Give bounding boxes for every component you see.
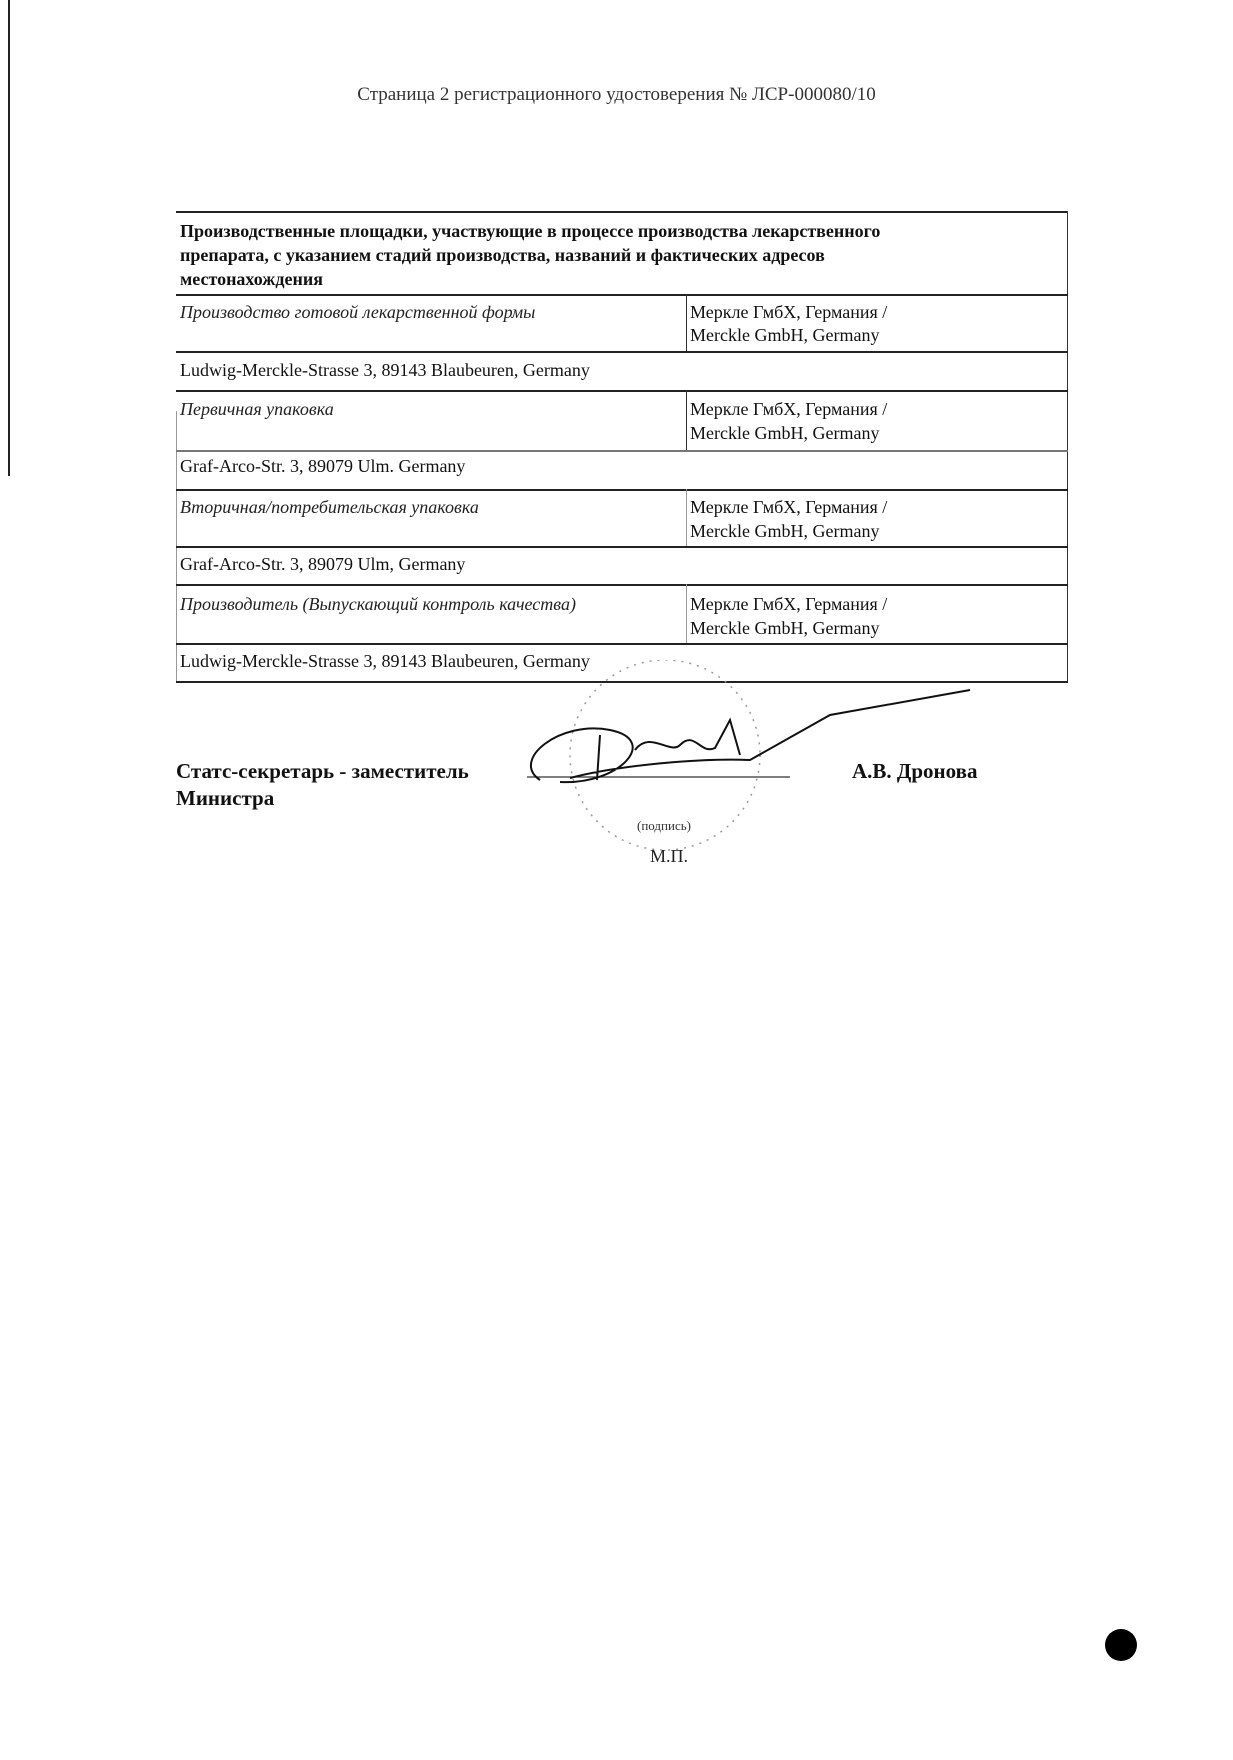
company-cell: Меркле ГмбХ, Германия / — [690, 302, 888, 322]
position-line: Министра — [176, 786, 275, 810]
address-cell: Ludwig-Merckle-Strasse 3, 89143 Blaubeuren, Germany — [180, 360, 590, 380]
signatory-position — [176, 758, 469, 812]
production-sites-table — [176, 211, 1068, 682]
company-cell: Merckle GmbH, Germany — [690, 521, 880, 541]
divider — [686, 489, 687, 546]
divider — [176, 211, 1068, 213]
stage-cell: Производство готовой лекарственной формы — [180, 302, 536, 322]
handwritten-signature — [531, 690, 970, 782]
scan-punch-hole — [1105, 1629, 1137, 1661]
position-line: Статс-секретарь - заместитель — [176, 759, 469, 783]
divider — [686, 294, 687, 351]
divider — [176, 351, 1068, 353]
stage-cell: Вторичная/потребительская упаковка — [180, 497, 479, 517]
divider — [176, 489, 1068, 491]
signature-caption: (подпись) — [637, 818, 691, 833]
address-cell: Graf-Arco-Str. 3, 89079 Ulm. Germany — [180, 456, 466, 476]
divider — [176, 643, 1068, 645]
seal-caption: М.П. — [650, 846, 689, 866]
divider — [1067, 211, 1068, 682]
address-cell: Graf-Arco-Str. 3, 89079 Ulm, Germany — [180, 554, 466, 574]
stage-cell: Первичная упаковка — [180, 399, 334, 419]
divider — [176, 584, 1068, 586]
company-cell: Меркле ГмбХ, Германия / — [690, 594, 888, 614]
company-cell: Merckle GmbH, Germany — [690, 423, 880, 443]
scan-edge-line — [8, 0, 10, 476]
page-header: Страница 2 регистрационного удостоверения № ЛСР-000080/10 — [357, 84, 876, 105]
divider — [176, 450, 1068, 452]
divider — [176, 546, 1068, 548]
divider — [176, 294, 1068, 296]
table-title: местонахождения — [180, 269, 323, 289]
company-cell: Merckle GmbH, Germany — [690, 325, 880, 345]
company-cell: Меркле ГмбХ, Германия / — [690, 399, 888, 419]
company-cell: Merckle GmbH, Germany — [690, 618, 880, 638]
company-cell: Меркле ГмбХ, Германия / — [690, 497, 888, 517]
divider — [686, 584, 687, 643]
signatory-name: А.В. Дронова — [852, 759, 978, 783]
stage-cell: Производитель (Выпускающий контроль качества) — [180, 594, 576, 614]
divider — [176, 390, 1068, 392]
table-title: Производственные площадки, участвующие в процессе производства лекарственного — [180, 221, 881, 241]
table-title: препарата, с указанием стадий производства, названий и фактических адресов — [180, 245, 825, 265]
signature-and-seal-image — [500, 660, 980, 880]
divider — [686, 390, 687, 450]
address-cell: Ludwig-Merckle-Strasse 3, 89143 Blaubeuren, Germany — [180, 651, 590, 671]
